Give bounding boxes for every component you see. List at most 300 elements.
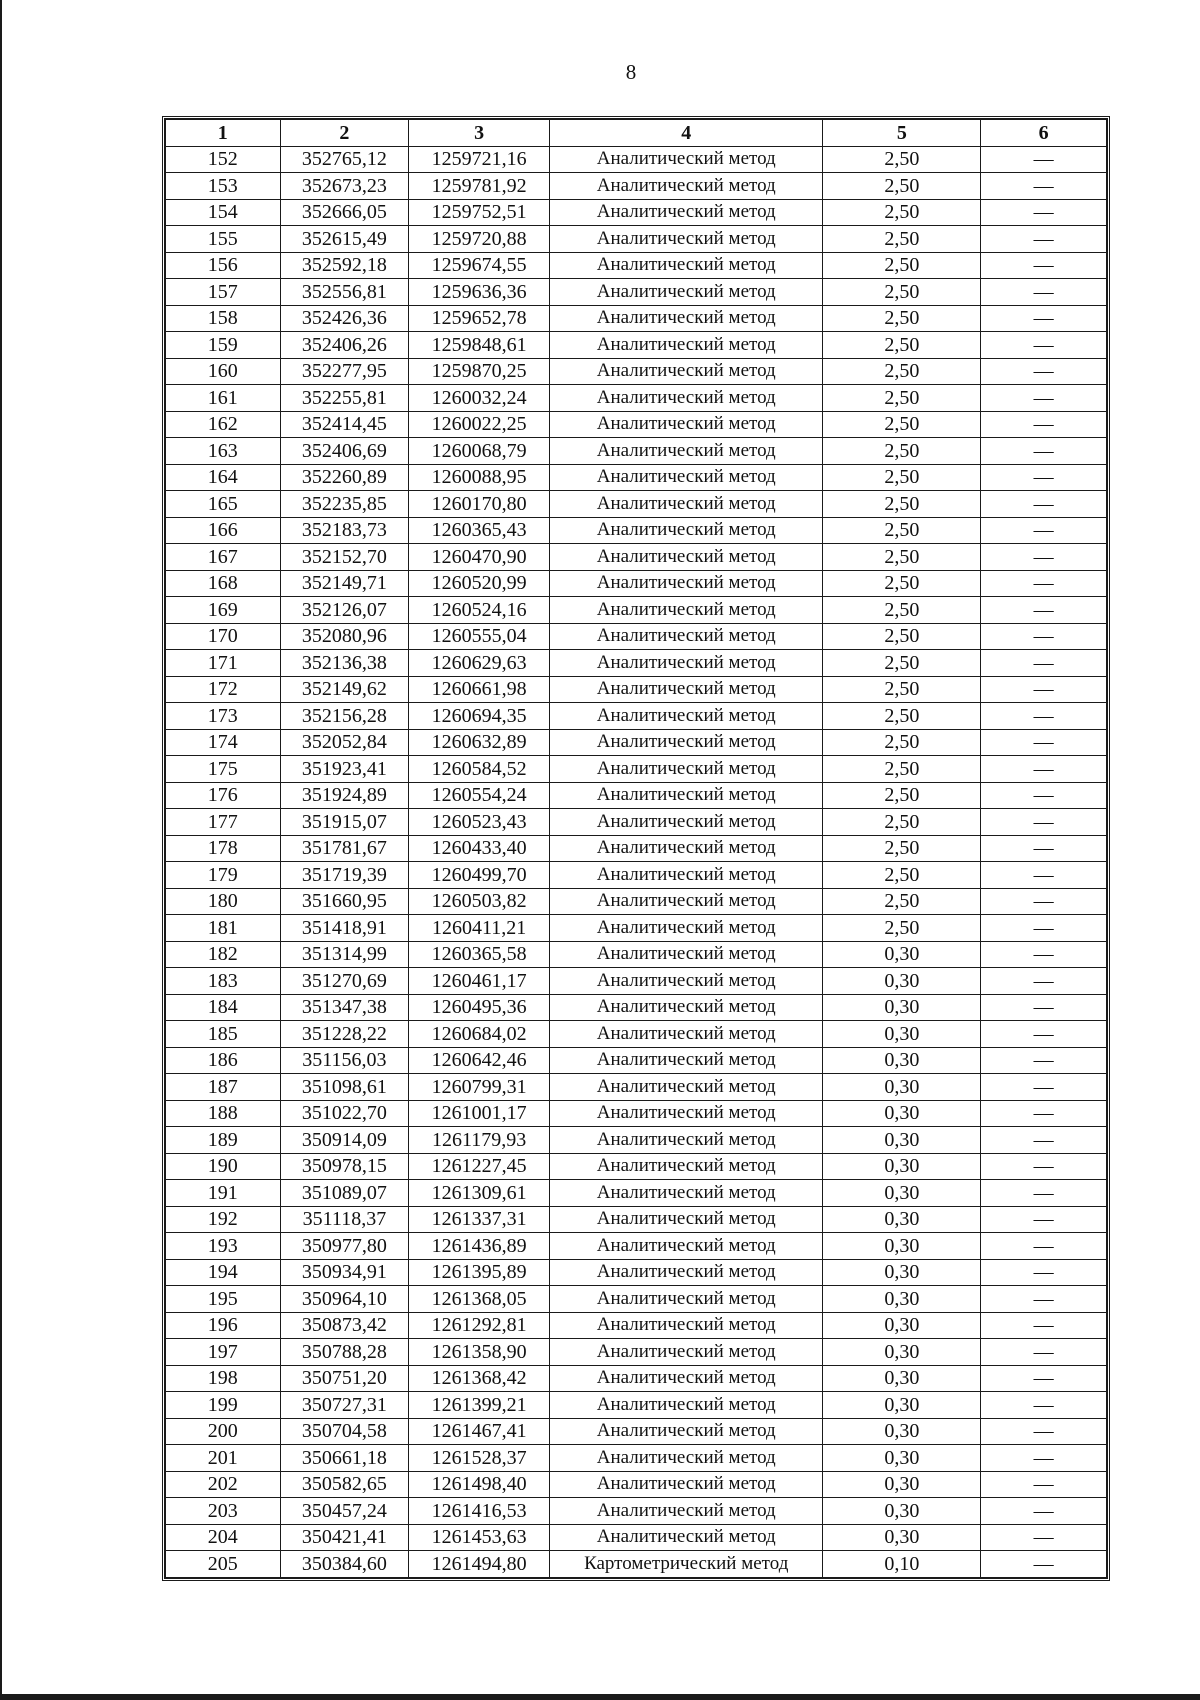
y-coordinate-cell: 1261498,40 [409, 1471, 550, 1498]
table-row [166, 703, 1107, 730]
accuracy-cell: 2,50 [823, 385, 981, 412]
header-cell-2: 2 [280, 120, 409, 147]
method-cell: Аналитический метод [550, 491, 823, 518]
table-row [166, 491, 1107, 518]
x-coordinate-cell: 352260,89 [280, 464, 409, 491]
table-row [166, 1418, 1107, 1445]
note-cell: — [981, 438, 1107, 465]
accuracy-cell: 0,30 [823, 1471, 981, 1498]
note-cell: — [981, 1392, 1107, 1419]
x-coordinate-cell: 352406,69 [280, 438, 409, 465]
note-cell: — [981, 1153, 1107, 1180]
x-coordinate-cell: 350384,60 [280, 1551, 409, 1578]
point-number-cell: 191 [166, 1180, 281, 1207]
point-number-cell: 196 [166, 1312, 281, 1339]
method-cell: Аналитический метод [550, 305, 823, 332]
x-coordinate-cell: 351098,61 [280, 1074, 409, 1101]
point-number-cell: 197 [166, 1339, 281, 1366]
method-cell: Аналитический метод [550, 782, 823, 809]
table-row [166, 1365, 1107, 1392]
y-coordinate-cell: 1260503,82 [409, 888, 550, 915]
point-number-cell: 177 [166, 809, 281, 836]
y-coordinate-cell: 1260520,99 [409, 570, 550, 597]
table-row [166, 1392, 1107, 1419]
table-row [166, 809, 1107, 836]
note-cell: — [981, 1365, 1107, 1392]
accuracy-cell: 0,30 [823, 941, 981, 968]
point-number-cell: 198 [166, 1365, 281, 1392]
note-cell: — [981, 1021, 1107, 1048]
x-coordinate-cell: 350704,58 [280, 1418, 409, 1445]
x-coordinate-cell: 350873,42 [280, 1312, 409, 1339]
note-cell: — [981, 835, 1107, 862]
point-number-cell: 152 [166, 146, 281, 173]
accuracy-cell: 0,30 [823, 1418, 981, 1445]
x-coordinate-cell: 352673,23 [280, 173, 409, 200]
method-cell: Аналитический метод [550, 1047, 823, 1074]
note-cell: — [981, 1100, 1107, 1127]
note-cell: — [981, 915, 1107, 942]
note-cell: — [981, 1418, 1107, 1445]
accuracy-cell: 2,50 [823, 517, 981, 544]
note-cell: — [981, 809, 1107, 836]
table-row [166, 199, 1107, 226]
y-coordinate-cell: 1259720,88 [409, 226, 550, 253]
method-cell: Аналитический метод [550, 1286, 823, 1313]
note-cell: — [981, 544, 1107, 571]
method-cell: Аналитический метод [550, 358, 823, 385]
point-number-cell: 169 [166, 597, 281, 624]
table-row [166, 305, 1107, 332]
y-coordinate-cell: 1259674,55 [409, 252, 550, 279]
accuracy-cell: 2,50 [823, 597, 981, 624]
y-coordinate-cell: 1259781,92 [409, 173, 550, 200]
x-coordinate-cell: 350977,80 [280, 1233, 409, 1260]
accuracy-cell: 0,30 [823, 1127, 981, 1154]
y-coordinate-cell: 1260554,24 [409, 782, 550, 809]
y-coordinate-cell: 1261179,93 [409, 1127, 550, 1154]
point-number-cell: 192 [166, 1206, 281, 1233]
note-cell: — [981, 994, 1107, 1021]
accuracy-cell: 0,30 [823, 1392, 981, 1419]
note-cell: — [981, 782, 1107, 809]
x-coordinate-cell: 352765,12 [280, 146, 409, 173]
x-coordinate-cell: 352615,49 [280, 226, 409, 253]
note-cell: — [981, 305, 1107, 332]
method-cell: Аналитический метод [550, 517, 823, 544]
note-cell: — [981, 570, 1107, 597]
header-cell-4: 4 [550, 120, 823, 147]
table-row [166, 1100, 1107, 1127]
table-row [166, 1445, 1107, 1472]
header-cell-1: 1 [166, 120, 281, 147]
point-number-cell: 185 [166, 1021, 281, 1048]
table-row [166, 1312, 1107, 1339]
method-cell: Аналитический метод [550, 252, 823, 279]
method-cell: Аналитический метод [550, 915, 823, 942]
accuracy-cell: 2,50 [823, 623, 981, 650]
note-cell: — [981, 464, 1107, 491]
x-coordinate-cell: 351923,41 [280, 756, 409, 783]
note-cell: — [981, 411, 1107, 438]
note-cell: — [981, 1524, 1107, 1551]
accuracy-cell: 0,30 [823, 1524, 981, 1551]
x-coordinate-cell: 350727,31 [280, 1392, 409, 1419]
y-coordinate-cell: 1260365,43 [409, 517, 550, 544]
y-coordinate-cell: 1260068,79 [409, 438, 550, 465]
method-cell: Аналитический метод [550, 676, 823, 703]
scan-edge-left [0, 0, 2, 1700]
note-cell: — [981, 1074, 1107, 1101]
x-coordinate-cell: 352156,28 [280, 703, 409, 730]
note-cell: — [981, 226, 1107, 253]
y-coordinate-cell: 1260661,98 [409, 676, 550, 703]
table-row [166, 1074, 1107, 1101]
x-coordinate-cell: 351915,07 [280, 809, 409, 836]
note-cell: — [981, 358, 1107, 385]
table-row [166, 570, 1107, 597]
accuracy-cell: 2,50 [823, 438, 981, 465]
table-row [166, 279, 1107, 306]
method-cell: Аналитический метод [550, 1418, 823, 1445]
point-number-cell: 195 [166, 1286, 281, 1313]
accuracy-cell: 0,30 [823, 1498, 981, 1525]
y-coordinate-cell: 1261337,31 [409, 1206, 550, 1233]
method-cell: Аналитический метод [550, 1524, 823, 1551]
x-coordinate-cell: 352152,70 [280, 544, 409, 571]
method-cell: Аналитический метод [550, 729, 823, 756]
accuracy-cell: 2,50 [823, 915, 981, 942]
accuracy-cell: 2,50 [823, 570, 981, 597]
method-cell: Аналитический метод [550, 1365, 823, 1392]
note-cell: — [981, 968, 1107, 995]
accuracy-cell: 0,30 [823, 1100, 981, 1127]
method-cell: Аналитический метод [550, 888, 823, 915]
method-cell: Аналитический метод [550, 332, 823, 359]
accuracy-cell: 2,50 [823, 146, 981, 173]
note-cell: — [981, 1206, 1107, 1233]
method-cell: Аналитический метод [550, 411, 823, 438]
method-cell: Аналитический метод [550, 173, 823, 200]
x-coordinate-cell: 350964,10 [280, 1286, 409, 1313]
method-cell: Аналитический метод [550, 279, 823, 306]
table-row [166, 1286, 1107, 1313]
note-cell: — [981, 385, 1107, 412]
x-coordinate-cell: 351719,39 [280, 862, 409, 889]
table-row [166, 915, 1107, 942]
table-row [166, 1471, 1107, 1498]
table-row [166, 782, 1107, 809]
y-coordinate-cell: 1261368,42 [409, 1365, 550, 1392]
note-cell: — [981, 1471, 1107, 1498]
accuracy-cell: 2,50 [823, 279, 981, 306]
accuracy-cell: 2,50 [823, 252, 981, 279]
point-number-cell: 153 [166, 173, 281, 200]
accuracy-cell: 0,30 [823, 1180, 981, 1207]
y-coordinate-cell: 1261467,41 [409, 1418, 550, 1445]
point-number-cell: 188 [166, 1100, 281, 1127]
y-coordinate-cell: 1261528,37 [409, 1445, 550, 1472]
method-cell: Аналитический метод [550, 703, 823, 730]
point-number-cell: 171 [166, 650, 281, 677]
y-coordinate-cell: 1261494,80 [409, 1551, 550, 1578]
y-coordinate-cell: 1260411,21 [409, 915, 550, 942]
accuracy-cell: 2,50 [823, 650, 981, 677]
accuracy-cell: 0,30 [823, 1047, 981, 1074]
table-row [166, 1524, 1107, 1551]
y-coordinate-cell: 1260555,04 [409, 623, 550, 650]
point-number-cell: 183 [166, 968, 281, 995]
method-cell: Аналитический метод [550, 941, 823, 968]
point-number-cell: 159 [166, 332, 281, 359]
y-coordinate-cell: 1260495,36 [409, 994, 550, 1021]
table-row [166, 994, 1107, 1021]
table-row [166, 173, 1107, 200]
note-cell: — [981, 279, 1107, 306]
method-cell: Аналитический метод [550, 464, 823, 491]
x-coordinate-cell: 351118,37 [280, 1206, 409, 1233]
table-row [166, 597, 1107, 624]
point-number-cell: 173 [166, 703, 281, 730]
method-cell: Аналитический метод [550, 1445, 823, 1472]
y-coordinate-cell: 1260629,63 [409, 650, 550, 677]
method-cell: Аналитический метод [550, 1312, 823, 1339]
x-coordinate-cell: 350914,09 [280, 1127, 409, 1154]
y-coordinate-cell: 1260523,43 [409, 809, 550, 836]
note-cell: — [981, 650, 1107, 677]
point-number-cell: 167 [166, 544, 281, 571]
accuracy-cell: 0,30 [823, 1233, 981, 1260]
accuracy-cell: 2,50 [823, 464, 981, 491]
accuracy-cell: 0,30 [823, 1021, 981, 1048]
accuracy-cell: 0,30 [823, 1286, 981, 1313]
x-coordinate-cell: 351156,03 [280, 1047, 409, 1074]
point-number-cell: 164 [166, 464, 281, 491]
note-cell: — [981, 676, 1107, 703]
table-row [166, 252, 1107, 279]
note-cell: — [981, 756, 1107, 783]
accuracy-cell: 0,30 [823, 994, 981, 1021]
table-row [166, 756, 1107, 783]
x-coordinate-cell: 351270,69 [280, 968, 409, 995]
note-cell: — [981, 597, 1107, 624]
note-cell: — [981, 1259, 1107, 1286]
table-row [166, 1498, 1107, 1525]
y-coordinate-cell: 1259848,61 [409, 332, 550, 359]
note-cell: — [981, 1339, 1107, 1366]
point-number-cell: 182 [166, 941, 281, 968]
table-row [166, 1153, 1107, 1180]
method-cell: Аналитический метод [550, 199, 823, 226]
note-cell: — [981, 491, 1107, 518]
x-coordinate-cell: 351660,95 [280, 888, 409, 915]
x-coordinate-cell: 352666,05 [280, 199, 409, 226]
y-coordinate-cell: 1260022,25 [409, 411, 550, 438]
table-row [166, 332, 1107, 359]
y-coordinate-cell: 1261416,53 [409, 1498, 550, 1525]
y-coordinate-cell: 1260642,46 [409, 1047, 550, 1074]
note-cell: — [981, 1233, 1107, 1260]
y-coordinate-cell: 1260032,24 [409, 385, 550, 412]
point-number-cell: 200 [166, 1418, 281, 1445]
scan-edge-bottom [0, 1694, 1200, 1700]
table-row [166, 226, 1107, 253]
point-number-cell: 170 [166, 623, 281, 650]
accuracy-cell: 2,50 [823, 862, 981, 889]
method-cell: Аналитический метод [550, 968, 823, 995]
y-coordinate-cell: 1260524,16 [409, 597, 550, 624]
y-coordinate-cell: 1260088,95 [409, 464, 550, 491]
point-number-cell: 186 [166, 1047, 281, 1074]
accuracy-cell: 2,50 [823, 703, 981, 730]
accuracy-cell: 2,50 [823, 226, 981, 253]
point-number-cell: 204 [166, 1524, 281, 1551]
x-coordinate-cell: 350661,18 [280, 1445, 409, 1472]
x-coordinate-cell: 350978,15 [280, 1153, 409, 1180]
method-cell: Аналитический метод [550, 809, 823, 836]
point-number-cell: 174 [166, 729, 281, 756]
method-cell: Аналитический метод [550, 438, 823, 465]
note-cell: — [981, 517, 1107, 544]
accuracy-cell: 2,50 [823, 782, 981, 809]
table-row [166, 464, 1107, 491]
point-number-cell: 175 [166, 756, 281, 783]
x-coordinate-cell: 352126,07 [280, 597, 409, 624]
header-cell-6: 6 [981, 120, 1107, 147]
method-cell: Аналитический метод [550, 1339, 823, 1366]
y-coordinate-cell: 1260684,02 [409, 1021, 550, 1048]
table-row [166, 968, 1107, 995]
accuracy-cell: 0,30 [823, 1445, 981, 1472]
method-cell: Аналитический метод [550, 1074, 823, 1101]
accuracy-cell: 2,50 [823, 835, 981, 862]
point-number-cell: 178 [166, 835, 281, 862]
y-coordinate-cell: 1260470,90 [409, 544, 550, 571]
note-cell: — [981, 199, 1107, 226]
point-number-cell: 157 [166, 279, 281, 306]
accuracy-cell: 0,10 [823, 1551, 981, 1578]
y-coordinate-cell: 1260799,31 [409, 1074, 550, 1101]
x-coordinate-cell: 351228,22 [280, 1021, 409, 1048]
header-row [166, 120, 1107, 147]
method-cell: Аналитический метод [550, 1153, 823, 1180]
table-row [166, 835, 1107, 862]
note-cell: — [981, 1286, 1107, 1313]
note-cell: — [981, 941, 1107, 968]
y-coordinate-cell: 1260632,89 [409, 729, 550, 756]
point-number-cell: 205 [166, 1551, 281, 1578]
point-number-cell: 160 [166, 358, 281, 385]
y-coordinate-cell: 1261399,21 [409, 1392, 550, 1419]
table-row [166, 1206, 1107, 1233]
method-cell: Аналитический метод [550, 1206, 823, 1233]
method-cell: Аналитический метод [550, 1471, 823, 1498]
y-coordinate-cell: 1259870,25 [409, 358, 550, 385]
point-number-cell: 199 [166, 1392, 281, 1419]
table-row [166, 862, 1107, 889]
point-number-cell: 166 [166, 517, 281, 544]
accuracy-cell: 2,50 [823, 676, 981, 703]
coordinates-table [165, 119, 1107, 1578]
header-cell-5: 5 [823, 120, 981, 147]
accuracy-cell: 0,30 [823, 968, 981, 995]
x-coordinate-cell: 352255,81 [280, 385, 409, 412]
y-coordinate-cell: 1259752,51 [409, 199, 550, 226]
point-number-cell: 189 [166, 1127, 281, 1154]
method-cell: Аналитический метод [550, 1498, 823, 1525]
table-row [166, 411, 1107, 438]
method-cell: Аналитический метод [550, 1180, 823, 1207]
x-coordinate-cell: 352406,26 [280, 332, 409, 359]
note-cell: — [981, 252, 1107, 279]
x-coordinate-cell: 352277,95 [280, 358, 409, 385]
method-cell: Аналитический метод [550, 226, 823, 253]
point-number-cell: 158 [166, 305, 281, 332]
note-cell: — [981, 1312, 1107, 1339]
point-number-cell: 165 [166, 491, 281, 518]
header-cell-3: 3 [409, 120, 550, 147]
x-coordinate-cell: 352592,18 [280, 252, 409, 279]
table-body [166, 146, 1107, 1577]
point-number-cell: 155 [166, 226, 281, 253]
x-coordinate-cell: 350421,41 [280, 1524, 409, 1551]
x-coordinate-cell: 351022,70 [280, 1100, 409, 1127]
y-coordinate-cell: 1259636,36 [409, 279, 550, 306]
y-coordinate-cell: 1261227,45 [409, 1153, 550, 1180]
x-coordinate-cell: 352414,45 [280, 411, 409, 438]
accuracy-cell: 2,50 [823, 199, 981, 226]
table-header [166, 120, 1107, 147]
method-cell: Аналитический метод [550, 1021, 823, 1048]
accuracy-cell: 0,30 [823, 1365, 981, 1392]
x-coordinate-cell: 352426,36 [280, 305, 409, 332]
point-number-cell: 161 [166, 385, 281, 412]
point-number-cell: 172 [166, 676, 281, 703]
point-number-cell: 190 [166, 1153, 281, 1180]
table-row [166, 888, 1107, 915]
accuracy-cell: 0,30 [823, 1339, 981, 1366]
y-coordinate-cell: 1261395,89 [409, 1259, 550, 1286]
point-number-cell: 168 [166, 570, 281, 597]
y-coordinate-cell: 1260499,70 [409, 862, 550, 889]
table-row [166, 1127, 1107, 1154]
note-cell: — [981, 888, 1107, 915]
point-number-cell: 202 [166, 1471, 281, 1498]
y-coordinate-cell: 1259721,16 [409, 146, 550, 173]
point-number-cell: 203 [166, 1498, 281, 1525]
method-cell: Аналитический метод [550, 1392, 823, 1419]
note-cell: — [981, 146, 1107, 173]
x-coordinate-cell: 352149,71 [280, 570, 409, 597]
y-coordinate-cell: 1260170,80 [409, 491, 550, 518]
x-coordinate-cell: 350751,20 [280, 1365, 409, 1392]
note-cell: — [981, 1445, 1107, 1472]
table-row [166, 1551, 1107, 1578]
note-cell: — [981, 1498, 1107, 1525]
accuracy-cell: 2,50 [823, 332, 981, 359]
method-cell: Аналитический метод [550, 756, 823, 783]
point-number-cell: 162 [166, 411, 281, 438]
x-coordinate-cell: 351347,38 [280, 994, 409, 1021]
y-coordinate-cell: 1260365,58 [409, 941, 550, 968]
x-coordinate-cell: 350788,28 [280, 1339, 409, 1366]
method-cell: Аналитический метод [550, 1100, 823, 1127]
point-number-cell: 154 [166, 199, 281, 226]
point-number-cell: 180 [166, 888, 281, 915]
y-coordinate-cell: 1261358,90 [409, 1339, 550, 1366]
point-number-cell: 194 [166, 1259, 281, 1286]
accuracy-cell: 0,30 [823, 1312, 981, 1339]
